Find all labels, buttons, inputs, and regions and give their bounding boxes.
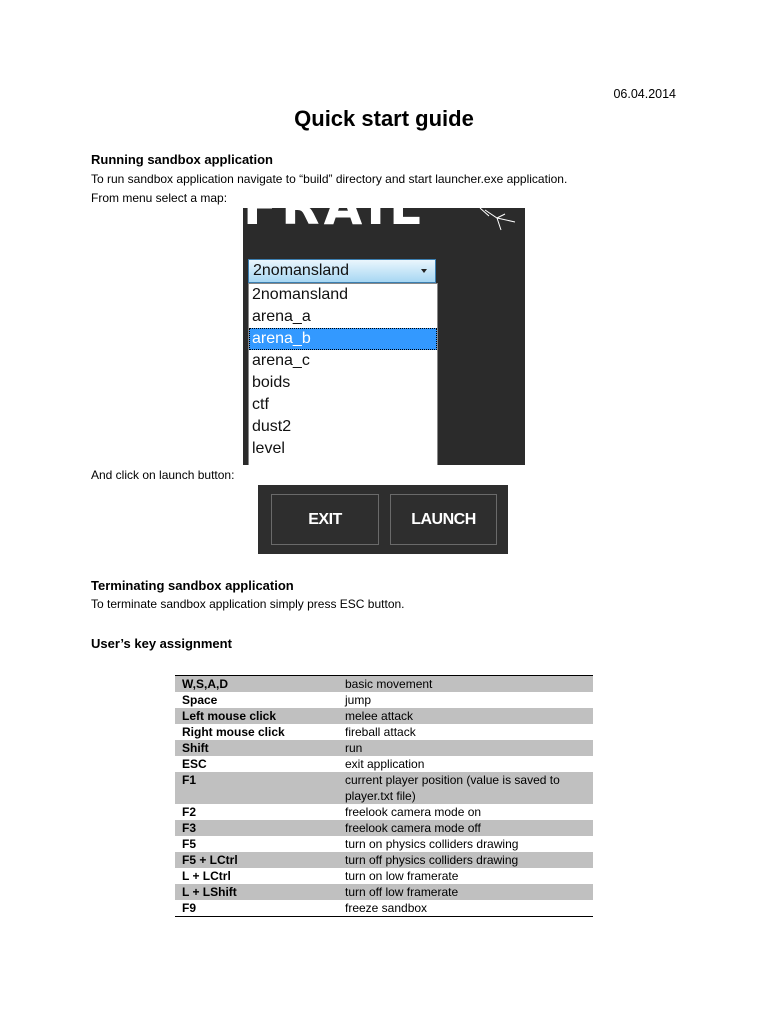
key-cell: F5 + LCtrl: [175, 852, 338, 868]
key-cell: F3: [175, 820, 338, 836]
map-option[interactable]: 2nomansland: [252, 286, 349, 303]
select-map-instructions: From menu select a map:: [91, 191, 228, 205]
key-cell: W,S,A,D: [175, 676, 338, 693]
map-select-value: 2nomansland: [253, 262, 350, 279]
action-cell: turn on low framerate: [345, 869, 459, 883]
launcher-buttons-screenshot: [258, 485, 508, 554]
key-cell: Space: [182, 693, 218, 707]
key-cell: Left mouse click: [175, 708, 338, 724]
action-cell: turn off physics colliders drawing: [338, 852, 593, 868]
table-row: [175, 772, 593, 804]
map-options-list: [248, 283, 438, 465]
table-row: [175, 820, 593, 836]
exit-button[interactable]: EXIT: [271, 494, 379, 545]
key-cell: Shift: [175, 740, 338, 756]
table-row: [175, 900, 593, 917]
table-row: [175, 804, 593, 820]
document-date: 06.04.2014: [613, 87, 676, 101]
table-row: [175, 724, 593, 740]
action-cell: jump: [345, 693, 372, 707]
map-option[interactable]: arena_b: [249, 328, 437, 350]
launch-button[interactable]: LAUNCH: [390, 494, 497, 545]
table-row: [175, 676, 593, 693]
map-option[interactable]: arena_a: [252, 308, 311, 325]
running-instructions: To run sandbox application navigate to “build” directory and start launcher.exe application.: [91, 172, 568, 186]
action-cell: turn off low framerate: [338, 884, 593, 900]
table-row: [175, 692, 593, 708]
map-select-screenshot: [243, 178, 525, 465]
key-assignment-table: [175, 675, 593, 917]
key-cell: L + LCtrl: [182, 869, 231, 883]
key-cell: F1: [175, 772, 338, 804]
table-row: [175, 708, 593, 724]
map-option[interactable]: ctf: [252, 396, 269, 413]
action-cell: freelook camera mode on: [345, 805, 482, 819]
section-heading-running: Running sandbox application: [91, 152, 273, 167]
section-heading-terminating: Terminating sandbox application: [91, 578, 294, 593]
map-option[interactable]: boids: [252, 374, 291, 391]
map-option[interactable]: arena_c: [252, 352, 310, 369]
map-select-combobox[interactable]: [248, 259, 436, 283]
table-row: [175, 756, 593, 772]
action-cell: fireball attack: [345, 725, 416, 739]
key-cell: F5: [182, 837, 197, 851]
game-logo: FRAIL: [243, 178, 425, 236]
action-cell: run: [338, 740, 593, 756]
key-cell: L + LShift: [175, 884, 338, 900]
scratch-decoration-icon: [475, 208, 525, 248]
launch-instructions: And click on launch button:: [91, 468, 235, 482]
action-cell: turn on physics colliders drawing: [345, 837, 519, 851]
key-cell: Right mouse click: [182, 725, 285, 739]
action-cell: melee attack: [338, 708, 593, 724]
page-title: Quick start guide: [294, 106, 474, 131]
map-option[interactable]: dust2: [252, 418, 292, 435]
key-cell: F9: [182, 901, 197, 915]
action-cell: freelook camera mode off: [338, 820, 593, 836]
table-row: [175, 884, 593, 900]
key-cell: F2: [182, 805, 197, 819]
map-option[interactable]: level: [252, 440, 285, 457]
action-cell: freeze sandbox: [345, 901, 428, 915]
action-cell: basic movement: [338, 676, 593, 693]
table-row: [175, 868, 593, 884]
table-row: [175, 740, 593, 756]
action-cell: current player position (value is saved to player.txt file): [338, 772, 593, 804]
chevron-down-icon: [421, 269, 427, 273]
terminating-instructions: To terminate sandbox application simply press ESC button.: [91, 597, 405, 611]
action-cell: exit application: [345, 757, 425, 771]
key-cell: ESC: [182, 757, 207, 771]
section-heading-keys: User’s key assignment: [91, 636, 232, 651]
table-row: [175, 852, 593, 868]
table-row: [175, 836, 593, 852]
